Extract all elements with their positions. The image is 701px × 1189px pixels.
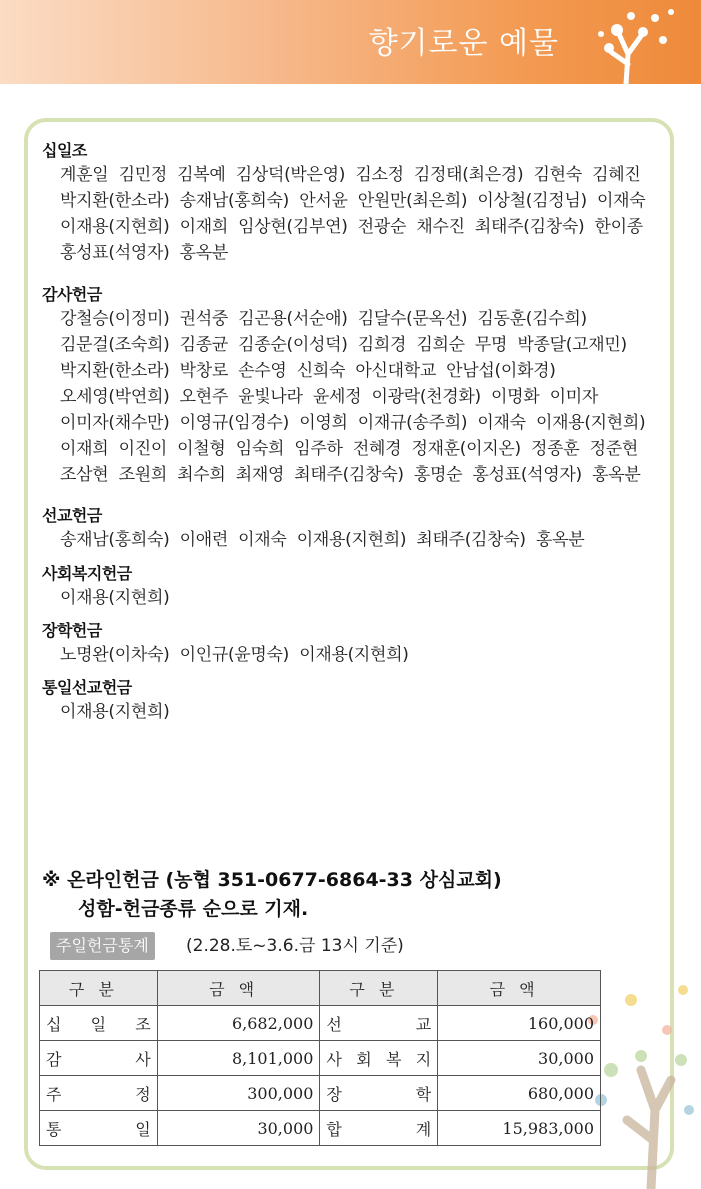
notice-line-1: ※ 온라인헌금 (농협 351-0677-6864-33 상심교회) [42, 869, 502, 891]
amount-cell: 30,000 [157, 1111, 320, 1146]
amount-cell: 15,983,000 [438, 1111, 601, 1146]
header-banner [0, 0, 701, 84]
section-title: 사회복지헌금 [42, 564, 132, 583]
category-cell [40, 1006, 158, 1041]
table-row [40, 1041, 601, 1076]
section-title: 선교헌금 [42, 506, 102, 525]
donor-list: 이재용(지현희) [60, 588, 170, 608]
category-label: 사 회 복 지 [326, 1049, 432, 1069]
section-title: 감사헌금 [42, 285, 102, 304]
donor-list: 강철승(이정미) 권석중 김곤용(서순애) 김달수(문옥선) 김동훈(김수희) 김문걸(조숙희) 김종균 김종순(이성덕) 김희경 김희순 무명 박종달(고재민) 박지환(한소라) 박창로 손수영 신희숙 아신대학교 안남섭(이화경) 오세영(박연희) 오현주 윤빛나라 윤세정 이광락(천경화) 이명화 이미자 이미자(채수만) 이영규(임경수) 이영희 이재규(송주희) 이재숙 이재용(지현희) 이재희 이진이 이철형 임숙희 임주하 전혜경 정재훈(이지온) 정종훈 정준현 조삼현 조원희 최수희 최재영 최태주(김창숙) 홍명순 홍성표(석영자) 홍옥분 [60, 309, 646, 485]
category-cell [40, 1076, 158, 1111]
donor-list: 계훈일 김민정 김복예 김상덕(박은영) 김소정 김정태(최은경) 김현숙 김혜진 박지환(한소라) 송재남(홍희숙) 안서윤 안원만(최은희) 이상철(김정님) 이재숙 이재용(지현희) 이재희 임상현(김부연) 전광순 채수진 최태주(김창숙) 한이종 홍성표(석영자) 홍옥분 [60, 165, 646, 263]
category-label: 감 사 [46, 1049, 151, 1069]
column-header: 금액 [157, 971, 320, 1006]
category-label: 주 정 [46, 1084, 151, 1104]
stats-badge: 주일헌금통계 [50, 932, 155, 960]
amount-cell: 680,000 [438, 1076, 601, 1111]
offering-totals-table [39, 970, 601, 1146]
donor-list: 송재남(홍희숙) 이애련 이재숙 이재용(지현희) 최태주(김창숙) 홍옥분 [60, 530, 585, 550]
column-header: 구분 [40, 971, 158, 1006]
amount-cell: 160,000 [438, 1006, 601, 1041]
table-row [40, 1076, 601, 1111]
column-header: 구분 [320, 971, 438, 1006]
category-cell [40, 1111, 158, 1146]
notice-line-2: 성함-헌금종류 순으로 기재. [78, 898, 309, 920]
tree-icon [571, 4, 681, 84]
section-mission [42, 505, 584, 553]
section-thanks [42, 284, 645, 488]
donor-list: 노명완(이차숙) 이인규(윤명숙) 이재용(지현희) [60, 645, 409, 665]
online-offering-notice [42, 866, 502, 924]
amount-cell: 8,101,000 [157, 1041, 320, 1076]
column-header: 금액 [438, 971, 601, 1006]
donor-list: 이재용(지현희) [60, 702, 170, 722]
section-title: 통일선교헌금 [42, 678, 132, 697]
section-unification [42, 677, 169, 725]
category-cell [320, 1006, 438, 1041]
table-row [40, 1111, 601, 1146]
category-label: 장 학 [326, 1084, 432, 1104]
amount-cell: 300,000 [157, 1076, 320, 1111]
category-cell [40, 1041, 158, 1076]
table-header-row [40, 971, 601, 1006]
category-label: 선 교 [326, 1014, 432, 1034]
stats-period-note: (2.28.토~3.6.금 13시 기준) [186, 936, 404, 956]
amount-cell: 30,000 [438, 1041, 601, 1076]
section-welfare [42, 563, 169, 611]
section-tithe [42, 140, 645, 266]
section-title: 장학헌금 [42, 621, 102, 640]
category-label: 십 일 조 [46, 1014, 151, 1034]
amount-cell: 6,682,000 [157, 1006, 320, 1041]
category-cell [320, 1076, 438, 1111]
category-label: 통 일 [46, 1119, 151, 1139]
category-cell [320, 1111, 438, 1146]
page-title: 향기로운 예물 [368, 26, 559, 61]
category-cell [320, 1041, 438, 1076]
section-scholarship [42, 620, 409, 668]
category-label: 합 계 [326, 1119, 432, 1139]
section-title: 십일조 [42, 141, 87, 160]
table-row [40, 1006, 601, 1041]
